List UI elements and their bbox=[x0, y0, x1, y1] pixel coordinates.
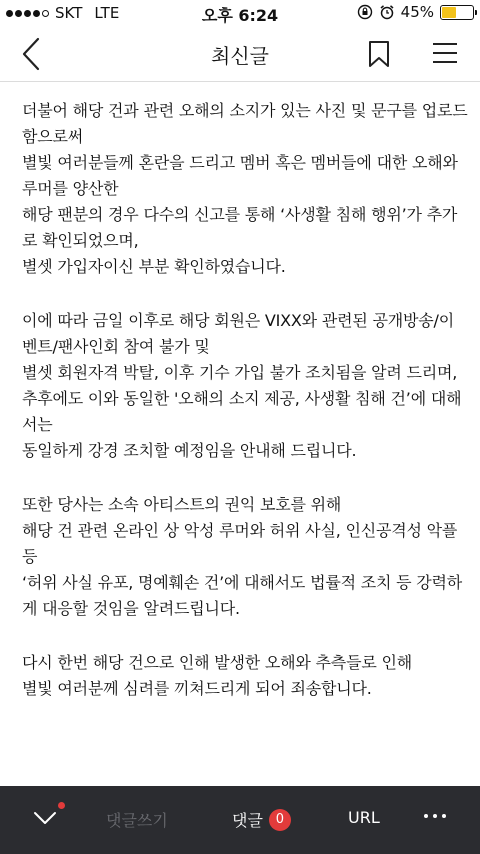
article-line: 로 확인되었으며, bbox=[22, 231, 139, 250]
article-line: 별셋 가입자이신 부분 확인하였습니다. bbox=[22, 257, 286, 276]
battery-fill bbox=[442, 7, 456, 18]
article-line: 루머를 양산한 bbox=[22, 179, 119, 198]
article-line: 다시 한번 해당 건으로 인해 발생한 오해와 추측들로 인해 bbox=[22, 653, 412, 672]
alarm-clock-icon bbox=[379, 4, 395, 20]
article-line: ‘허위 사실 유포, 명예훼손 건’에 대해서도 법률적 조치 등 강력하 bbox=[22, 573, 463, 592]
article-line: 게 대응할 것임을 알려드립니다. bbox=[22, 599, 240, 618]
rotation-lock-icon bbox=[357, 4, 373, 20]
status-time: 오후 6:24 bbox=[201, 6, 279, 25]
article-line: 등 bbox=[22, 547, 38, 566]
chevron-down-icon[interactable] bbox=[32, 808, 58, 828]
bookmark-icon[interactable] bbox=[368, 40, 390, 68]
carrier-name: SKT bbox=[55, 4, 83, 22]
article-line: 또한 당사는 소속 아티스트의 권익 보호를 위해 bbox=[22, 495, 342, 514]
article-line: 벤트/팬사인회 참여 불가 및 bbox=[22, 337, 210, 356]
more-options-icon[interactable] bbox=[424, 814, 446, 822]
battery-percent: 45% bbox=[400, 3, 434, 21]
status-bar bbox=[0, 0, 480, 26]
network-type: LTE bbox=[94, 4, 120, 22]
page-title: 최신글 bbox=[211, 44, 269, 68]
article-line: 별셋 회원자격 박탈, 이후 기수 가입 불가 조치됨을 알려 드리며, bbox=[22, 363, 458, 382]
article-line: 동일하게 강경 조치할 예정임을 안내해 드립니다. bbox=[22, 441, 357, 460]
article-line: 더불어 해당 건과 관련 오해의 소지가 있는 사진 및 문구를 업로드 bbox=[22, 101, 468, 120]
article-paragraph bbox=[22, 650, 462, 702]
comments-label: 댓글 bbox=[232, 811, 263, 830]
article-line: 해당 건 관련 온라인 상 악성 루머와 허위 사실, 인신공격성 악플 bbox=[22, 521, 458, 540]
article-paragraph bbox=[22, 98, 468, 280]
article-line: 서는 bbox=[22, 415, 53, 434]
write-comment-button[interactable]: 댓글쓰기 bbox=[106, 811, 168, 830]
hamburger-menu-icon[interactable] bbox=[432, 42, 458, 64]
status-right bbox=[357, 3, 474, 21]
top-nav bbox=[0, 26, 480, 82]
comment-count-badge: 0 bbox=[269, 809, 291, 831]
article-line: 추후에도 이와 동일한 '오해의 소지 제공, 사생활 침해 건’에 대해 bbox=[22, 389, 462, 408]
article-line: 함으로써 bbox=[22, 127, 84, 146]
article-line: 별빛 여러분께 심려를 끼쳐드리게 되어 죄송합니다. bbox=[22, 679, 372, 698]
comments-button[interactable] bbox=[232, 808, 291, 831]
article-line: 이에 따라 금일 이후로 해당 회원은 VIXX와 관련된 공개방송/이 bbox=[22, 311, 454, 330]
article-line: 해당 팬분의 경우 다수의 신고를 통해 ‘사생활 침해 행위’가 추가 bbox=[22, 205, 458, 224]
battery-icon bbox=[440, 5, 474, 20]
url-button[interactable]: URL bbox=[348, 808, 380, 827]
article-paragraph bbox=[22, 308, 462, 464]
article-line: 별빛 여러분들께 혼란을 드리고 멤버 혹은 멤버들에 대한 오해와 bbox=[22, 153, 458, 172]
notification-dot bbox=[58, 802, 65, 809]
article-paragraph bbox=[22, 492, 462, 622]
article-body bbox=[22, 98, 468, 730]
bottom-action-bar bbox=[0, 786, 480, 854]
